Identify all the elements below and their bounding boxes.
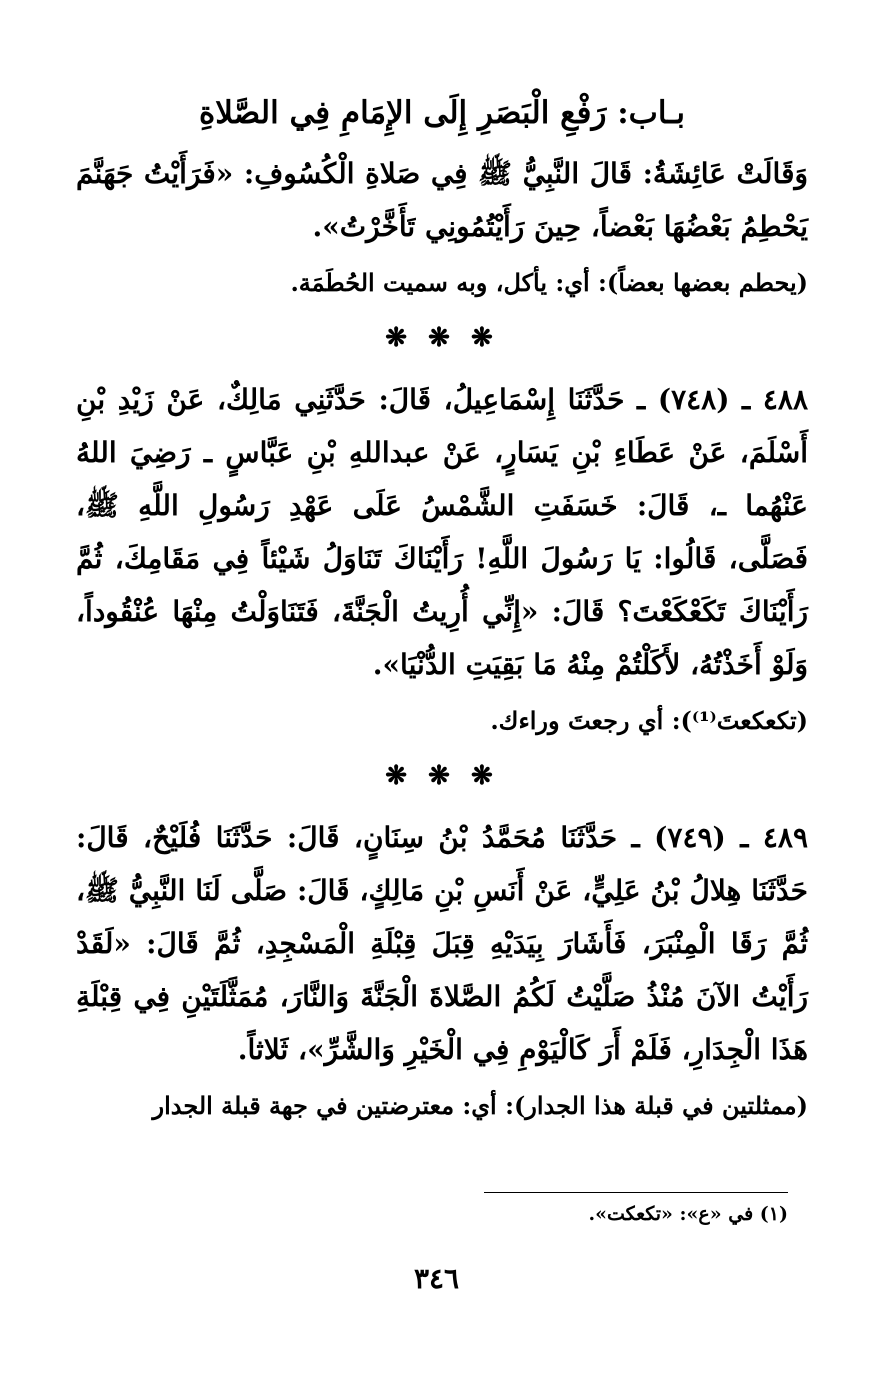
section-separator: ❋ ❋ ❋	[385, 760, 499, 791]
intro-text: وَقَالَتْ عَائِشَةُ: قَالَ النَّبِيُّ ﷺ فِي صَلاةِ الْكُسُوفِ: «فَرَأَيْتُ جَهَنَّمَ يَحْطِمُ بَعْضُهَا بَعْضاً، حِينَ رَأَيْتُمُونِي تَأَخَّرْتُ».	[76, 156, 808, 243]
hadith-488	[76, 373, 808, 743]
section-separator: ❋ ❋ ❋	[385, 322, 499, 353]
hadith-gloss: (تكعكعتَ⁽¹⁾): أي رجعتَ وراءك.	[490, 705, 808, 735]
hadith-text: ٤٨٨ ـ (٧٤٨) ـ حَدَّثَنَا إِسْمَاعِيلُ، قَالَ: حَدَّثَنِي مَالِكٌ، عَنْ زَيْدِ بْنِ أَسْلَمَ، عَنْ عَطَاءِ بْنِ يَسَارٍ، عَنْ عبداللهِ بْنِ عَبَّاسٍ ـ رَضِيَ اللهُ عَنْهُما ـ، قَالَ: خَسَفَتِ الشَّمْسُ عَلَى عَهْدِ رَسُولِ اللَّهِ ﷺ، فَصَلَّى، قَالُوا: يَا رَسُولَ اللَّهِ! رَأَيْنَاكَ تَنَاوَلُ شَيْئاً فِي مَقَامِكَ، ثُمَّ رَأَيْنَاكَ تَكَعْكَعْتَ؟ قَالَ: «إِنِّي أُرِيتُ الْجَنَّةَ، فَتَنَاوَلْتُ مِنْهَا عُنْقُوداً، وَلَوْ أَخَذْتُهُ، لأَكَلْتُمْ مِنْهُ مَا بَقِيَتِ الدُّنْيَا».	[76, 382, 808, 681]
hadith-text: ٤٨٩ ـ (٧٤٩) ـ حَدَّثَنَا مُحَمَّدُ بْنُ سِنَانٍ، قَالَ: حَدَّثَنَا فُلَيْحٌ، قَالَ: حَدَّثَنَا هِلالُ بْنُ عَلِيٍّ، عَنْ أَنَسِ بْنِ مَالِكٍ، قَالَ: صَلَّى لَنَا النَّبِيُّ ﷺ، ثُمَّ رَقَا الْمِنْبَرَ، فَأَشَارَ بِيَدَيْهِ قِبَلَ قِبْلَةِ الْمَسْجِدِ، ثُمَّ قَالَ: «لَقَدْ رَأَيْتُ الآنَ مُنْذُ صَلَّيْتُ لَكُمُ الصَّلاةَ الْجَنَّةَ وَالنَّارَ، مُمَثَّلَتَيْنِ فِي قِبْلَةِ هَذَا الْجِدَارِ، فَلَمْ أَرَ كَالْيَوْمِ فِي الْخَيْرِ وَالشَّرِّ»، ثَلاثاً.	[76, 820, 808, 1066]
footnote-divider	[484, 1192, 788, 1193]
page-body	[76, 90, 808, 1128]
intro-gloss: (يحطم بعضها بعضاً): أي: يأكل، وبه سميت الحُطَمَة.	[290, 267, 808, 297]
footnote: (١) في «ع»: «تكعكت».	[588, 1203, 788, 1225]
page-number: ٣٤٦	[413, 1262, 460, 1295]
chapter-title: بـاب: رَفْعِ الْبَصَرِ إِلَى الإِمَامِ فِي الصَّلاةِ	[199, 95, 685, 131]
hadith-gloss: (ممثلتين في قبلة هذا الجدار): أي: معترضتين في جهة قبلة الجدار	[152, 1090, 808, 1120]
hadith-489	[76, 811, 808, 1128]
